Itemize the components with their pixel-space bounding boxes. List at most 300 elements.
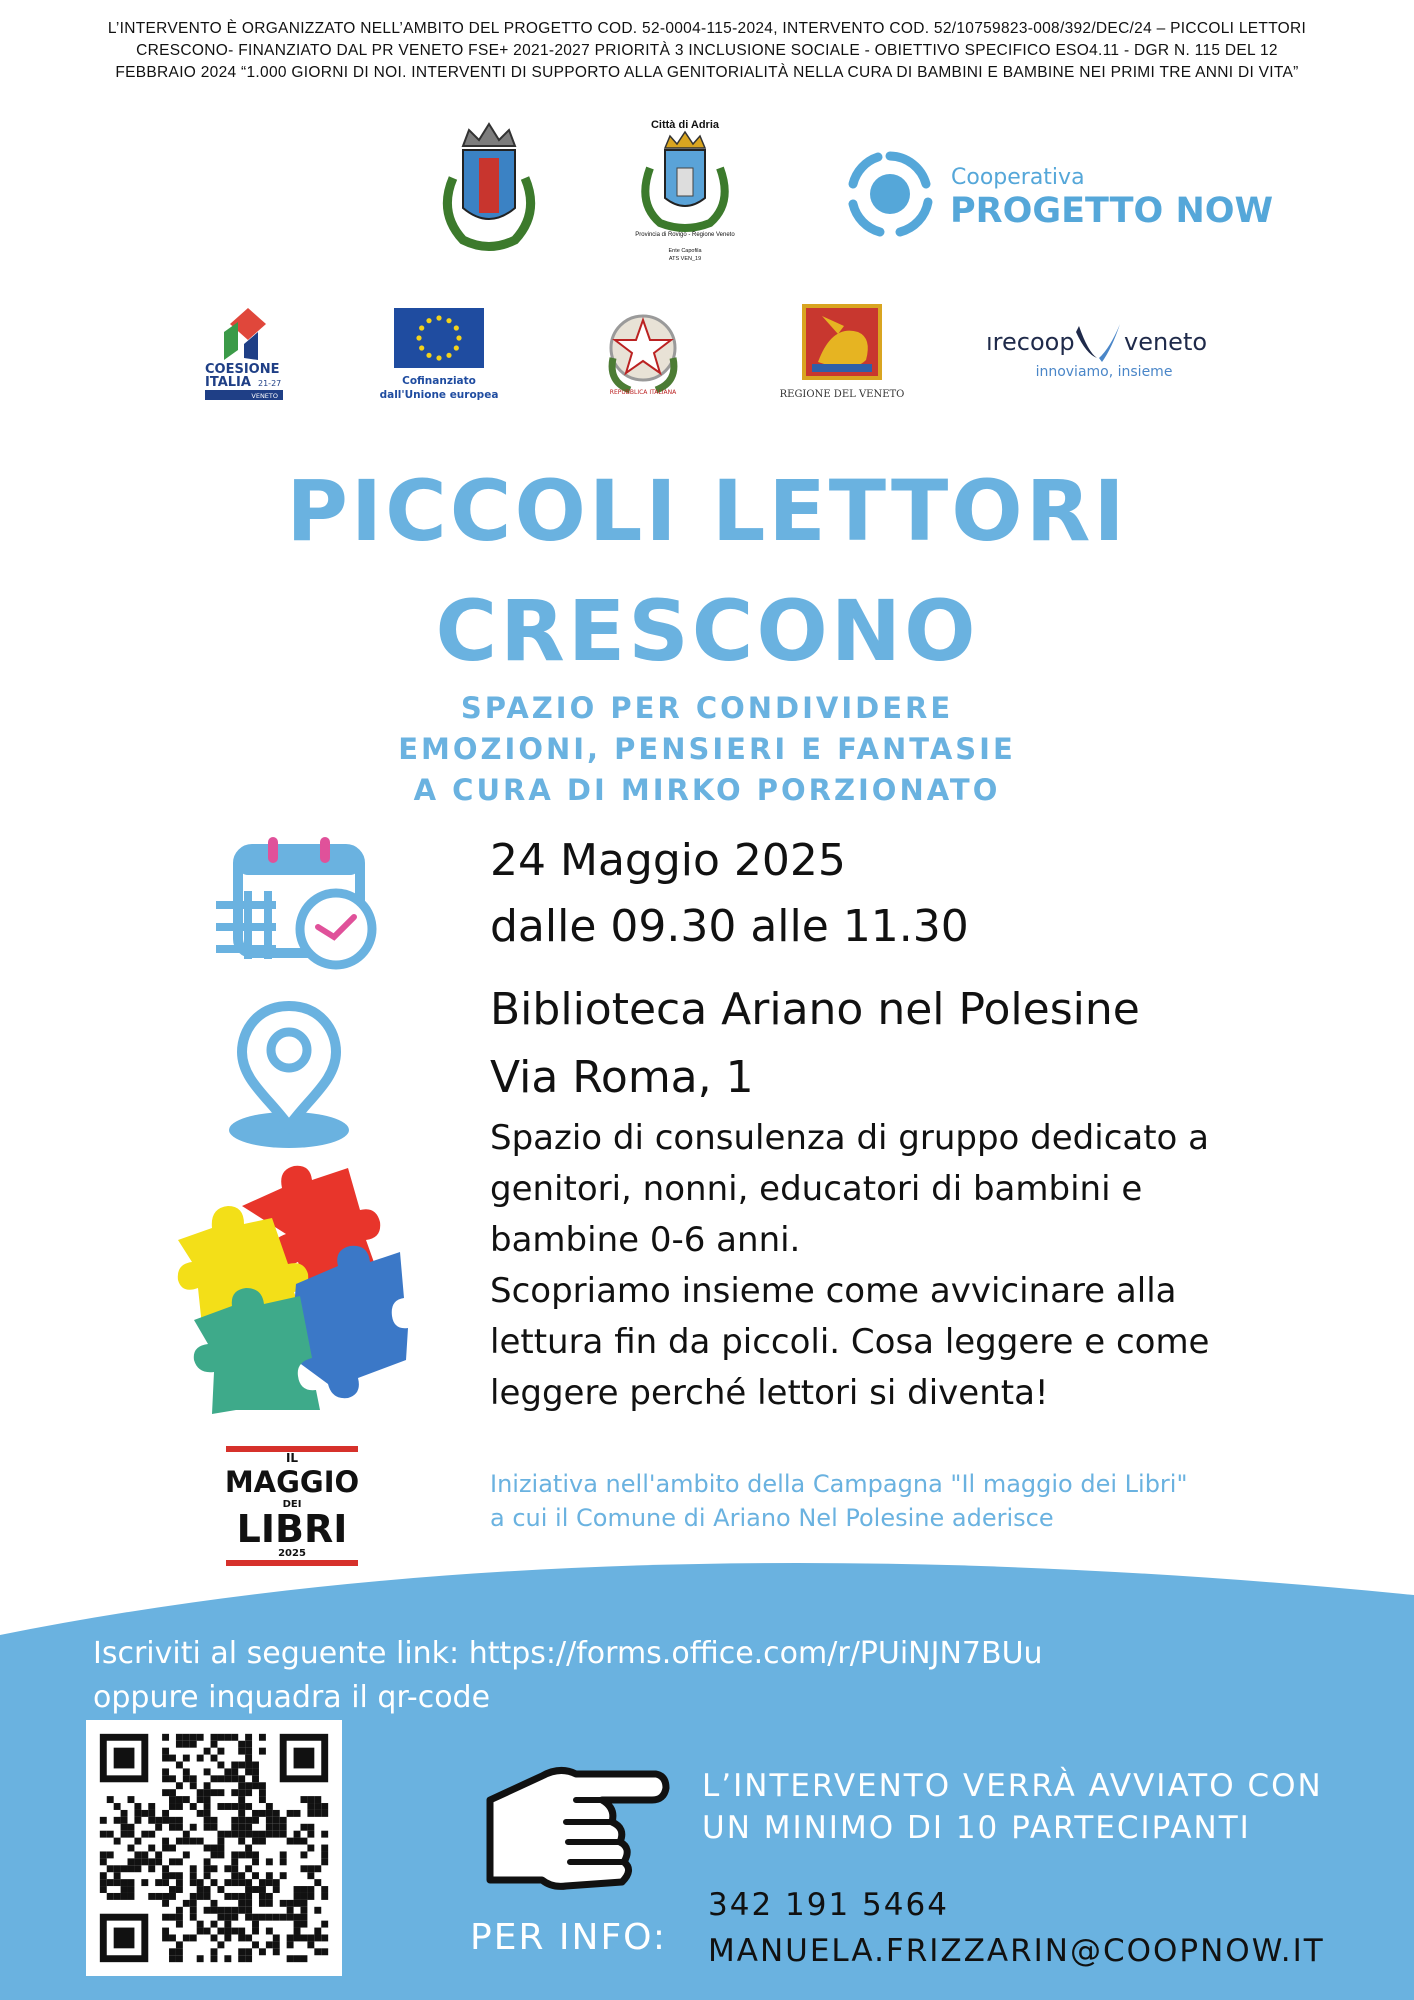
qr-module — [238, 1775, 245, 1782]
qr-module — [238, 1948, 245, 1955]
qr-module — [176, 1921, 183, 1928]
qr-module — [190, 1934, 197, 1941]
qr-module — [169, 1914, 176, 1921]
qr-module — [245, 1934, 252, 1941]
event-description — [490, 1113, 1290, 1419]
qr-module — [121, 1831, 128, 1838]
qr-module — [162, 1789, 169, 1796]
qr-module — [259, 1948, 266, 1955]
qr-module — [245, 1865, 252, 1872]
qr-module — [224, 1775, 231, 1782]
qr-module — [211, 1824, 218, 1831]
description-line: genitori, nonni, educatori di bambini e — [490, 1169, 1143, 1209]
qr-module — [134, 1858, 141, 1865]
qr-module — [190, 1741, 197, 1748]
qr-module — [190, 1914, 197, 1921]
qr-module — [121, 1886, 128, 1893]
disclaimer-line: CRESCONO- FINANZIATO DAL PR VENETO FSE+ 2021-2027 PRIORITÀ 3 INCLUSIONE SOCIALE - OBIETTIVO SPECIFICO ESO4.11 - DGR N. 115 DEL 12 — [136, 42, 1278, 59]
qr-module — [169, 1955, 176, 1962]
adria-subtitle: Provincia di Rovigo - Regione Veneto — [635, 232, 735, 238]
eu-caption: dall'Unione europea — [379, 389, 499, 401]
qr-module — [266, 1941, 273, 1948]
qr-module — [245, 1914, 252, 1921]
qr-module — [231, 1865, 238, 1872]
qr-module — [211, 1775, 218, 1782]
qr-module — [231, 1734, 238, 1741]
qr-module — [176, 1858, 183, 1865]
qr-module — [197, 1886, 204, 1893]
qr-module — [321, 1845, 328, 1852]
qr-module — [294, 1934, 301, 1941]
adria-subtitle: ATS VEN_19 — [668, 256, 702, 262]
qr-module — [238, 1934, 245, 1941]
qr-module — [314, 1879, 321, 1886]
qr-module — [183, 1900, 190, 1907]
qr-module — [204, 1817, 211, 1824]
qr-module — [155, 1824, 162, 1831]
description-line: Scopriamo insieme come avvicinare alla — [490, 1271, 1177, 1311]
qr-module — [183, 1734, 190, 1741]
eu-star — [454, 345, 459, 350]
qr-module — [280, 1831, 287, 1838]
qr-module — [280, 1858, 287, 1865]
qr-module — [321, 1803, 328, 1810]
qr-module — [231, 1928, 238, 1935]
qr-module — [273, 1941, 280, 1948]
qr-module — [176, 1824, 183, 1831]
qr-module — [211, 1789, 218, 1796]
qr-module — [169, 1796, 176, 1803]
qr-module — [197, 1955, 204, 1962]
qr-module — [211, 1741, 218, 1748]
qr-module — [259, 1796, 266, 1803]
qr-module — [294, 1900, 301, 1907]
qr-module — [224, 1955, 231, 1962]
qr-module — [141, 1858, 148, 1865]
qr-module — [321, 1886, 328, 1893]
qr-module — [190, 1900, 197, 1907]
qr-module — [217, 1914, 224, 1921]
qr-module — [224, 1865, 231, 1872]
qr-module — [148, 1810, 155, 1817]
coesione-years: 21-27 — [258, 379, 282, 388]
qr-module — [176, 1741, 183, 1748]
qr-module — [294, 1886, 301, 1893]
event-subtitle — [0, 688, 1414, 811]
qr-module — [107, 1893, 114, 1900]
qr-module — [169, 1803, 176, 1810]
qr-module — [141, 1810, 148, 1817]
qr-module — [231, 1851, 238, 1858]
qr-module — [183, 1755, 190, 1762]
qr-module — [245, 1900, 252, 1907]
qr-module — [211, 1851, 218, 1858]
qr-module — [287, 1838, 294, 1845]
qr-module — [217, 1789, 224, 1796]
qr-module — [266, 1914, 273, 1921]
qr-module — [300, 1796, 307, 1803]
qr-module — [190, 1893, 197, 1900]
qr-module — [134, 1810, 141, 1817]
qr-module — [266, 1817, 273, 1824]
qr-module — [287, 1810, 294, 1817]
qr-module — [314, 1934, 321, 1941]
qr-module — [211, 1900, 218, 1907]
qr-module — [224, 1914, 231, 1921]
qr-module — [217, 1803, 224, 1810]
regione-caption: REGIONE DEL VENETO — [779, 389, 905, 400]
qr-module — [162, 1734, 169, 1741]
qr-module — [148, 1858, 155, 1865]
qr-module — [259, 1748, 266, 1755]
qr-module — [121, 1817, 128, 1824]
event-time: dalle 09.30 alle 11.30 — [490, 901, 969, 952]
qr-module — [287, 1907, 294, 1914]
qr-module — [190, 1734, 197, 1741]
qr-module — [321, 1948, 328, 1955]
qr-module — [300, 1893, 307, 1900]
qr-module — [155, 1817, 162, 1824]
qr-module — [273, 1886, 280, 1893]
qr-module — [183, 1796, 190, 1803]
qr-module — [128, 1831, 135, 1838]
qr-module — [259, 1893, 266, 1900]
qr-module — [217, 1845, 224, 1852]
contact-phone[interactable]: 342 191 5464 — [708, 1887, 949, 1923]
qr-module — [114, 1817, 121, 1824]
qr-module — [169, 1824, 176, 1831]
adria-title: Città di Adria — [650, 119, 720, 131]
qr-module — [114, 1803, 121, 1810]
eu-star — [419, 345, 424, 350]
qr-module — [273, 1934, 280, 1941]
qr-module — [238, 1810, 245, 1817]
qr-module — [300, 1934, 307, 1941]
qr-module — [231, 1879, 238, 1886]
qr-module — [197, 1921, 204, 1928]
qr-module — [252, 1782, 259, 1789]
qr-module — [266, 1872, 273, 1879]
qr-module — [259, 1914, 266, 1921]
eu-star — [419, 325, 424, 330]
qr-module — [128, 1845, 135, 1852]
qr-module — [307, 1845, 314, 1852]
qr-module — [128, 1858, 135, 1865]
subtitle-line: SPAZIO PER CONDIVIDERE — [460, 691, 954, 725]
qr-module — [155, 1893, 162, 1900]
qr-module — [266, 1928, 273, 1935]
contact-email[interactable]: MANUELA.FRIZZARIN@COOPNOW.IT — [708, 1933, 1325, 1969]
qr-module — [162, 1893, 169, 1900]
qr-module — [287, 1941, 294, 1948]
ariano-coat-of-arms-logo — [433, 118, 545, 253]
qr-module — [307, 1893, 314, 1900]
qr-module — [162, 1817, 169, 1824]
qr-module — [100, 1858, 107, 1865]
qr-module — [148, 1893, 155, 1900]
qr-module — [204, 1893, 211, 1900]
qr-module — [224, 1893, 231, 1900]
qr-module — [238, 1803, 245, 1810]
coesione-text: ITALIA — [205, 375, 251, 390]
qr-module — [162, 1865, 169, 1872]
qr-module — [204, 1782, 211, 1789]
progetto-now-big: PROGETTO NOW — [950, 191, 1274, 231]
description-line: bambine 0-6 anni. — [490, 1220, 801, 1260]
eu-star — [426, 353, 431, 358]
qr-module — [266, 1893, 273, 1900]
qr-module — [141, 1879, 148, 1886]
qr-module — [162, 1768, 169, 1775]
qr-module — [176, 1817, 183, 1824]
qr-module — [217, 1748, 224, 1755]
qr-module — [252, 1762, 259, 1769]
qr-module — [321, 1858, 328, 1865]
qr-module — [266, 1858, 273, 1865]
funding-disclaimer — [20, 18, 1394, 84]
qr-module — [128, 1893, 135, 1900]
qr-module — [169, 1755, 176, 1762]
qr-module — [321, 1921, 328, 1928]
qr-module — [197, 1755, 204, 1762]
qr-module — [190, 1782, 197, 1789]
qr-module — [211, 1817, 218, 1824]
qr-module — [273, 1914, 280, 1921]
qr-module — [238, 1782, 245, 1789]
qr-module — [183, 1851, 190, 1858]
qr-module — [162, 1934, 169, 1941]
qr-module — [238, 1907, 245, 1914]
qr-module — [148, 1817, 155, 1824]
maggio-dei-libri-logo — [226, 1444, 362, 1568]
puzzle-pieces-icon — [172, 1148, 408, 1412]
eu-star — [456, 335, 461, 340]
qr-module — [321, 1831, 328, 1838]
qr-module — [128, 1886, 135, 1893]
qr-module — [231, 1768, 238, 1775]
disclaimer-line: FEBBRAIO 2024 “1.000 GIORNI DI NOI. INTERVENTI DI SUPPORTO ALLA GENITORIALITÀ NELLA CURA DI BAMBINI E BAMBINE NEI PRIMI TRE ANNI DI VITA” — [115, 64, 1299, 81]
qr-module — [321, 1810, 328, 1817]
calendar-clock-icon — [214, 833, 386, 968]
notice-line: UN MINIMO DI 10 PARTECIPANTI — [702, 1810, 1251, 1846]
subtitle-line: A CURA DI MIRKO PORZIONATO — [413, 773, 1001, 807]
qr-module — [294, 1928, 301, 1935]
qr-module — [211, 1734, 218, 1741]
qr-module — [176, 1803, 183, 1810]
qr-module — [224, 1831, 231, 1838]
qr-module — [266, 1900, 273, 1907]
qr-module — [252, 1810, 259, 1817]
qr-module — [162, 1755, 169, 1762]
qr-module — [294, 1921, 301, 1928]
qr-module — [114, 1838, 121, 1845]
qr-module — [259, 1838, 266, 1845]
qr-module — [307, 1831, 314, 1838]
qr-module — [217, 1831, 224, 1838]
campaign-line: Iniziativa nell'ambito della Campagna "Il maggio dei Libri" — [490, 1470, 1188, 1498]
qr-module — [114, 1879, 121, 1886]
qr-module — [294, 1810, 301, 1817]
qr-module — [245, 1886, 252, 1893]
qr-module — [307, 1886, 314, 1893]
qr-module — [176, 1914, 183, 1921]
qr-module — [307, 1796, 314, 1803]
qr-module — [114, 1872, 121, 1879]
qr-module — [245, 1955, 252, 1962]
qr-module — [169, 1817, 176, 1824]
eu-star — [446, 318, 451, 323]
qr-module — [273, 1817, 280, 1824]
qr-module — [176, 1907, 183, 1914]
qr-module — [183, 1775, 190, 1782]
adria-subtitle: Ente Capofila — [668, 248, 702, 254]
qr-module — [114, 1893, 121, 1900]
qr-module — [197, 1879, 204, 1886]
qr-module — [204, 1858, 211, 1865]
qr-module — [204, 1748, 211, 1755]
qr-module — [211, 1907, 218, 1914]
eu-caption: Cofinanziato — [402, 375, 476, 387]
qr-module — [100, 1831, 107, 1838]
qr-module — [148, 1831, 155, 1838]
qr-module — [266, 1879, 273, 1886]
qr-module — [245, 1755, 252, 1762]
location-pin-icon — [224, 998, 354, 1148]
qr-module — [252, 1817, 259, 1824]
qr-module — [280, 1824, 287, 1831]
qr-module — [238, 1893, 245, 1900]
qr-module — [273, 1831, 280, 1838]
qr-module — [204, 1824, 211, 1831]
notice-line: L’INTERVENTO VERRÀ AVVIATO CON — [702, 1768, 1323, 1804]
qr-module — [169, 1948, 176, 1955]
qr-module — [300, 1907, 307, 1914]
qr-module — [148, 1803, 155, 1810]
qr-module — [197, 1734, 204, 1741]
qr-module — [224, 1734, 231, 1741]
qr-module — [128, 1879, 135, 1886]
qr-module — [162, 1879, 169, 1886]
qr-module — [307, 1824, 314, 1831]
qr-module — [211, 1934, 218, 1941]
qr-module — [204, 1789, 211, 1796]
qr-module — [121, 1893, 128, 1900]
qr-module — [204, 1886, 211, 1893]
eu-star — [416, 335, 421, 340]
qr-module — [321, 1851, 328, 1858]
qr-module — [307, 1865, 314, 1872]
qr-module — [217, 1734, 224, 1741]
qr-module — [217, 1907, 224, 1914]
qr-module — [266, 1824, 273, 1831]
eu-flag-logo — [379, 306, 499, 402]
description-line: Spazio di consulenza di gruppo dedicato a — [490, 1118, 1209, 1158]
qr-module — [245, 1831, 252, 1838]
maggio-il: IL — [285, 1451, 299, 1465]
qr-module — [238, 1872, 245, 1879]
qr-module — [211, 1948, 218, 1955]
qr-module — [287, 1914, 294, 1921]
qr-module — [183, 1768, 190, 1775]
qr-module — [128, 1865, 135, 1872]
qr-module — [148, 1845, 155, 1852]
qr-code[interactable] — [86, 1720, 342, 1976]
qr-module — [314, 1810, 321, 1817]
qr-module — [314, 1803, 321, 1810]
qr-module — [252, 1831, 259, 1838]
qr-module — [162, 1872, 169, 1879]
qr-module — [169, 1934, 176, 1941]
qr-module — [217, 1928, 224, 1935]
qr-module — [100, 1872, 107, 1879]
disclaimer-line: L’INTERVENTO È ORGANIZZATO NELL’AMBITO DEL PROGETTO COD. 52-0004-115-2024, INTERVENTO COD. 52/10759823-008/392/DEC/24 – PICCOLI LETTORI — [107, 20, 1307, 37]
irecoop-text: ırecoop — [986, 328, 1075, 356]
qr-module — [231, 1872, 238, 1879]
qr-module — [134, 1838, 141, 1845]
qr-module — [148, 1865, 155, 1872]
qr-module — [224, 1934, 231, 1941]
registration-info — [93, 1632, 1043, 1720]
qr-module — [107, 1865, 114, 1872]
qr-module — [190, 1775, 197, 1782]
eu-star — [436, 315, 441, 320]
description-line: lettura fin da piccoli. Cosa leggere e come — [490, 1322, 1210, 1362]
qr-module — [266, 1803, 273, 1810]
qr-module — [238, 1789, 245, 1796]
registration-link[interactable]: Iscriviti al seguente link: https://forms.office.com/r/PUiNJN7BUu — [93, 1636, 1043, 1671]
qr-module — [259, 1782, 266, 1789]
eu-star — [454, 325, 459, 330]
qr-module — [259, 1879, 266, 1886]
qr-module — [314, 1948, 321, 1955]
qr-module — [287, 1900, 294, 1907]
qr-module — [238, 1748, 245, 1755]
maggio-dei: DEI — [282, 1499, 302, 1510]
qr-module — [259, 1900, 266, 1907]
qr-module — [134, 1817, 141, 1824]
qr-module — [238, 1817, 245, 1824]
qr-module — [176, 1734, 183, 1741]
event-title-line-2: CRESCONO — [435, 582, 979, 680]
qr-module — [224, 1803, 231, 1810]
qr-module — [197, 1928, 204, 1935]
qr-module — [294, 1748, 315, 1769]
qr-module — [300, 1886, 307, 1893]
regione-veneto-logo — [779, 304, 905, 404]
qr-module — [252, 1858, 259, 1865]
qr-module — [204, 1907, 211, 1914]
eu-star — [426, 318, 431, 323]
qr-module — [107, 1831, 114, 1838]
qr-module — [204, 1803, 211, 1810]
qr-module — [162, 1845, 169, 1852]
qr-module — [128, 1796, 135, 1803]
maggio-word: MAGGIO — [224, 1465, 360, 1499]
qr-module — [176, 1782, 183, 1789]
qr-module — [100, 1879, 107, 1886]
qr-module — [100, 1817, 107, 1824]
description-line: leggere perché lettori si diventa! — [490, 1373, 1049, 1413]
qr-module — [245, 1893, 252, 1900]
qr-module — [224, 1879, 231, 1886]
adria-coat-of-arms-logo — [625, 118, 745, 266]
qr-module — [211, 1921, 218, 1928]
pointing-hand-icon — [486, 1758, 670, 1898]
eu-star — [436, 355, 441, 360]
qr-module — [294, 1893, 301, 1900]
qr-module — [259, 1831, 266, 1838]
qr-module — [211, 1755, 218, 1762]
